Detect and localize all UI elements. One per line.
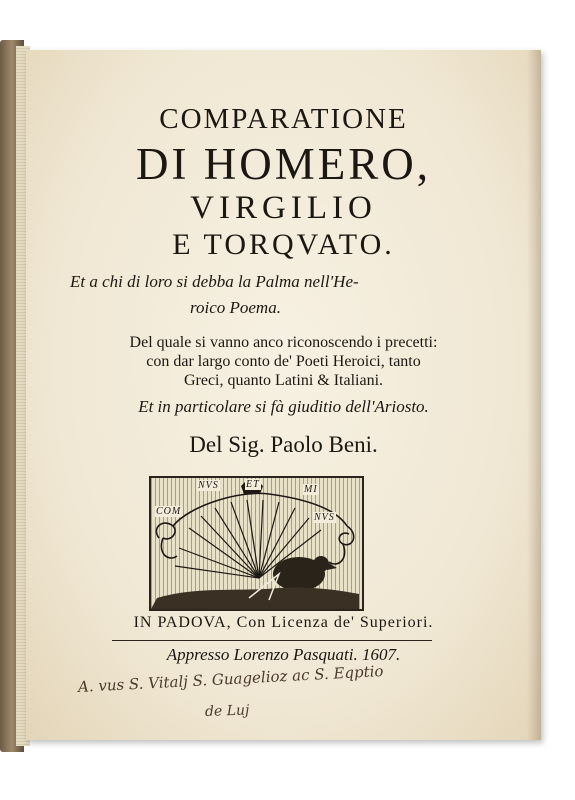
- subtitle-line-2: roico Poema.: [190, 298, 281, 317]
- woodcut-illustration: [149, 476, 364, 611]
- imprint-line: IN PADOVA, Con Licenza de' Superiori.: [133, 614, 434, 631]
- printer-device-woodcut: [149, 476, 364, 611]
- description-line-2: con dar largo conto de' Poeti Heroici, tanto: [146, 353, 421, 370]
- handwritten-inscription-line-2: de Luj: [204, 702, 250, 720]
- author-line: Del Sig. Paolo Beni.: [189, 432, 378, 457]
- right-scroll: [339, 526, 353, 545]
- printer-line: Appresso Lorenzo Pasquati. 1607.: [166, 645, 401, 664]
- motto-fragment: ET: [246, 479, 260, 490]
- motto-fragment: MI: [304, 484, 318, 495]
- title-line-2: DI HOMERO,: [136, 139, 431, 189]
- subtitle-line-1: Et a chi di loro si debba la Palma nell'He-: [70, 272, 359, 291]
- imprint-rule: [112, 640, 432, 641]
- motto-fragment: COM: [156, 506, 182, 517]
- motto-fragment: NVS: [198, 480, 219, 491]
- title-line-3: VIRGILIO: [190, 190, 377, 226]
- description-line-1: Del quale si vanno anco riconoscendo i precetti:: [129, 334, 438, 351]
- ground: [151, 587, 359, 609]
- left-scroll: [156, 523, 175, 539]
- title-line-4: E TORQVATO.: [172, 228, 395, 261]
- title-line-1: COMPARATIONE: [159, 103, 408, 135]
- motto-fragment: NVS: [314, 512, 335, 523]
- ariosto-line: Et in particolare si fà giuditio dell'Ariosto.: [138, 397, 429, 416]
- description-line-3: Greci, quanto Latini & Italiani.: [183, 372, 384, 389]
- handwritten-inscription-line-1: A. vus S. Vitalj S. Guagelioz ac S. Eqptio: [77, 662, 384, 696]
